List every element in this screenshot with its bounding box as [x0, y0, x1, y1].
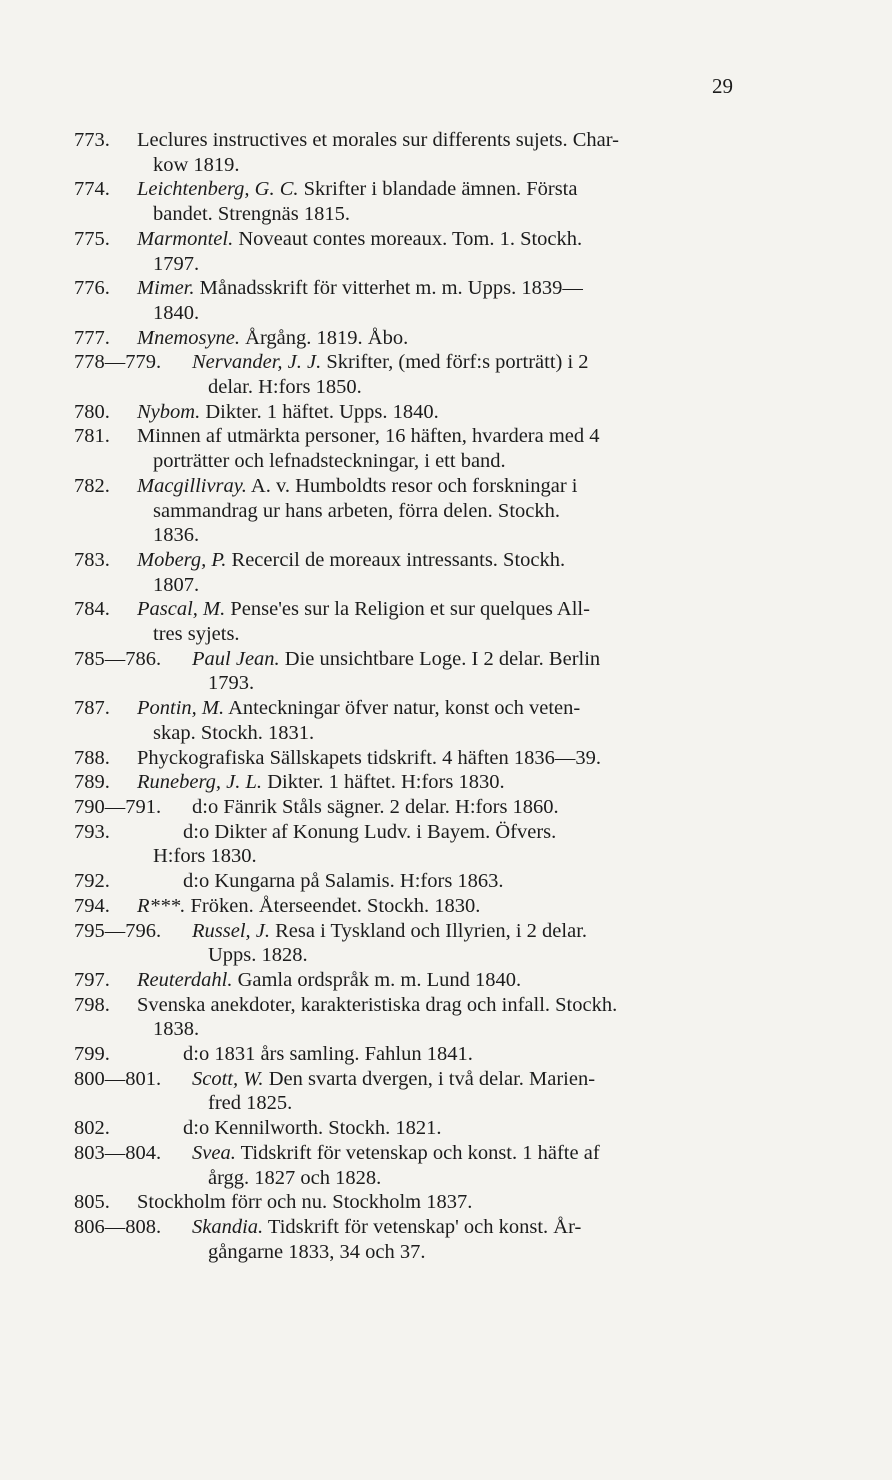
entry-number: 785—786. — [74, 647, 162, 670]
entry-continuation: sammandrag ur hans arbeten, förra delen. Stockh. — [153, 499, 561, 522]
entry-text — [137, 548, 760, 573]
entry-title: Dikter. 1 häftet. H:fors 1830. — [262, 771, 505, 794]
catalog-entry — [74, 1190, 760, 1215]
entry-text — [137, 1116, 760, 1141]
entry-number: 798. — [74, 993, 110, 1016]
entry-author: Scott, W. — [192, 1067, 264, 1090]
catalog-entry — [74, 820, 760, 869]
entry-number: 797. — [74, 968, 110, 991]
entry-title: A. v. Humboldts resor och forskningar i — [246, 474, 578, 497]
entry-author: Svea. — [192, 1141, 236, 1164]
entry-text — [137, 424, 760, 449]
entry-continuation: 1836. — [153, 524, 200, 547]
entry-continuation: 1793. — [208, 672, 255, 695]
entry-continuation: 1838. — [153, 1018, 200, 1041]
entry-number: 792. — [74, 870, 110, 893]
entry-number: 806—808. — [74, 1215, 162, 1238]
entry-number: 788. — [74, 746, 110, 769]
entry-continuation: delar. H:fors 1850. — [208, 376, 362, 399]
entry-title: Skrifter, (med förf:s porträtt) i 2 — [321, 351, 589, 374]
entry-author: Leichtenberg, G. C. — [137, 178, 299, 201]
entry-number: 773. — [74, 129, 110, 151]
catalog-entry — [74, 647, 760, 696]
entry-title: Stockholm förr och nu. Stockholm 1837. — [137, 1191, 473, 1214]
entry-title: Månadsskrift för vitterhet m. m. Upps. 1839— — [194, 277, 583, 300]
entry-number: 774. — [74, 178, 110, 201]
entry-title: Fröken. Återseendet. Stockh. 1830. — [185, 894, 481, 917]
entry-number: 802. — [74, 1117, 110, 1140]
entry-number: 777. — [74, 326, 110, 349]
entry-text — [192, 1141, 760, 1166]
entry-number: 778—779. — [74, 351, 162, 374]
entry-title: Minnen af utmärkta personer, 16 häften, hvardera med 4 — [137, 425, 600, 448]
entry-continuation: porträtter och lefnadsteckningar, i ett band. — [153, 450, 506, 473]
entry-title: d:o 1831 års samling. Fahlun 1841. — [183, 1043, 473, 1066]
entry-text — [192, 919, 760, 944]
entry-title: Den svarta dvergen, i två delar. Marien- — [263, 1067, 596, 1090]
entry-continuation: skap. Stockh. 1831. — [153, 721, 315, 744]
entry-text — [137, 869, 760, 894]
catalog-entry — [74, 400, 760, 425]
entry-text — [192, 350, 760, 375]
catalog-entry — [74, 993, 760, 1042]
catalog-entry — [74, 1215, 760, 1264]
entry-text — [137, 474, 760, 499]
entry-number: 803—804. — [74, 1141, 162, 1164]
entry-title: Svenska anekdoter, karakteristiska drag och infall. Stockh. — [137, 993, 618, 1016]
entry-title: Dikter. 1 häftet. Upps. 1840. — [200, 400, 439, 423]
entry-text — [137, 177, 760, 202]
entry-continuation: H:fors 1830. — [153, 845, 257, 868]
entry-author: Reuterdahl. — [137, 968, 233, 991]
entry-continuation: 1807. — [153, 573, 200, 596]
catalog-entry — [74, 326, 760, 351]
entry-author: Moberg, P. — [137, 548, 227, 571]
entry-number: 790—791. — [74, 795, 162, 818]
entry-continuation: Upps. 1828. — [208, 944, 308, 967]
entry-text — [137, 1042, 760, 1067]
entry-title: d:o Dikter af Konung Ludv. i Bayem. Öfvers. — [183, 820, 557, 843]
entry-title: Anteckningar öfver natur, konst och veten- — [224, 697, 581, 720]
entry-text — [192, 1215, 760, 1240]
catalog-entry — [74, 894, 760, 919]
entry-number: 781. — [74, 425, 110, 448]
entry-number: 795—796. — [74, 919, 162, 942]
catalog-entry — [74, 919, 760, 968]
catalog-entry — [74, 227, 760, 276]
entry-number: 783. — [74, 548, 110, 571]
entry-text — [137, 1190, 760, 1215]
entry-author: Russel, J. — [192, 919, 270, 942]
entry-text — [137, 400, 760, 425]
catalog-entry — [74, 1141, 760, 1190]
entry-text — [137, 968, 760, 993]
entry-title: Noveaut contes moreaux. Tom. 1. Stockh. — [233, 227, 583, 250]
entry-number: 800—801. — [74, 1067, 162, 1090]
entry-number: 805. — [74, 1191, 110, 1214]
entry-author: Mnemosyne. — [137, 326, 241, 349]
entry-continuation: årgg. 1827 och 1828. — [208, 1166, 382, 1189]
entry-continuation: bandet. Strengnäs 1815. — [153, 203, 350, 226]
page-number: 29 — [712, 74, 733, 98]
entry-title: Die unsichtbare Loge. I 2 delar. Berlin — [279, 647, 601, 670]
entry-title: Årgång. 1819. Åbo. — [240, 326, 409, 349]
entry-author: R***. — [137, 894, 186, 917]
entry-author: Pontin, M. — [137, 697, 225, 720]
entry-number: 782. — [74, 474, 110, 497]
entry-continuation: gångarne 1833, 34 och 37. — [208, 1240, 426, 1263]
entry-author: Skandia. — [192, 1215, 264, 1238]
entry-number: 794. — [74, 894, 110, 917]
catalog-entry — [74, 696, 760, 745]
entry-text — [192, 795, 760, 820]
entry-text — [137, 597, 760, 622]
entry-text — [137, 770, 760, 795]
entry-title: Leclures instructives et morales sur differents sujets. Char- — [137, 129, 619, 151]
entry-text — [192, 647, 760, 672]
catalog-entry — [74, 177, 760, 226]
entry-title: d:o Kennilworth. Stockh. 1821. — [183, 1117, 442, 1140]
catalog-entry — [74, 746, 760, 771]
catalog-entry — [74, 1067, 760, 1116]
catalog-entry — [74, 276, 760, 325]
catalog-entry — [74, 869, 760, 894]
entry-text — [137, 993, 760, 1018]
catalog-entry — [74, 424, 760, 473]
entry-title: Tidskrift för vetenskap och konst. 1 häfte af — [235, 1141, 600, 1164]
entry-continuation: kow 1819. — [153, 153, 240, 176]
entry-author: Mimer. — [137, 277, 195, 300]
catalog-entry — [74, 968, 760, 993]
entry-text — [137, 746, 760, 771]
entry-number: 776. — [74, 277, 110, 300]
entry-number: 789. — [74, 771, 110, 794]
entry-continuation: tres syjets. — [153, 623, 240, 646]
entry-number: 799. — [74, 1043, 110, 1066]
entry-text — [137, 227, 760, 252]
entry-text — [192, 1067, 760, 1092]
entry-continuation: 1840. — [153, 301, 200, 324]
entry-text — [137, 128, 760, 153]
entry-author: Nervander, J. J. — [192, 351, 322, 374]
entry-title: Tidskrift för vetenskap' och konst. År- — [263, 1215, 582, 1238]
entry-title: Gamla ordspråk m. m. Lund 1840. — [232, 968, 522, 991]
entry-title: Resa i Tyskland och Illyrien, i 2 delar. — [270, 919, 588, 942]
entry-author: Runeberg, J. L. — [137, 771, 263, 794]
entry-author: Nybom. — [137, 400, 201, 423]
entry-title: Skrifter i blandade ämnen. Första — [298, 178, 578, 201]
catalog-entry — [74, 474, 760, 548]
entry-number: 780. — [74, 400, 110, 423]
entry-title: Recercil de moreaux intressants. Stockh. — [226, 548, 566, 571]
entry-number: 787. — [74, 697, 110, 720]
catalog-entries — [74, 128, 760, 1264]
entry-number: 793. — [74, 820, 110, 843]
catalog-entry — [74, 770, 760, 795]
entry-number: 784. — [74, 598, 110, 621]
catalog-entry — [74, 1116, 760, 1141]
entry-text — [137, 894, 760, 919]
entry-text — [137, 326, 760, 351]
catalog-entry — [74, 1042, 760, 1067]
entry-title: d:o Kungarna på Salamis. H:fors 1863. — [183, 870, 504, 893]
entry-title: Pense'es sur la Religion et sur quelques All- — [225, 598, 590, 621]
catalog-entry — [74, 350, 760, 399]
entry-author: Pascal, M. — [137, 598, 226, 621]
entry-text — [137, 696, 760, 721]
entry-author: Macgillivray. — [137, 474, 247, 497]
entry-text — [137, 820, 760, 845]
catalog-entry — [74, 795, 760, 820]
entry-text — [137, 276, 760, 301]
entry-title: d:o Fänrik Ståls sägner. 2 delar. H:fors 1860. — [192, 795, 559, 818]
entry-author: Paul Jean. — [192, 647, 280, 670]
catalog-entry — [74, 128, 760, 177]
catalog-entry — [74, 548, 760, 597]
entry-title: Phyckografiska Sällskapets tidskrift. 4 häften 1836—39. — [137, 746, 602, 769]
entry-continuation: 1797. — [153, 252, 200, 275]
catalog-entry — [74, 597, 760, 646]
entry-author: Marmontel. — [137, 227, 234, 250]
entry-continuation: fred 1825. — [208, 1092, 293, 1115]
entry-number: 775. — [74, 227, 110, 250]
